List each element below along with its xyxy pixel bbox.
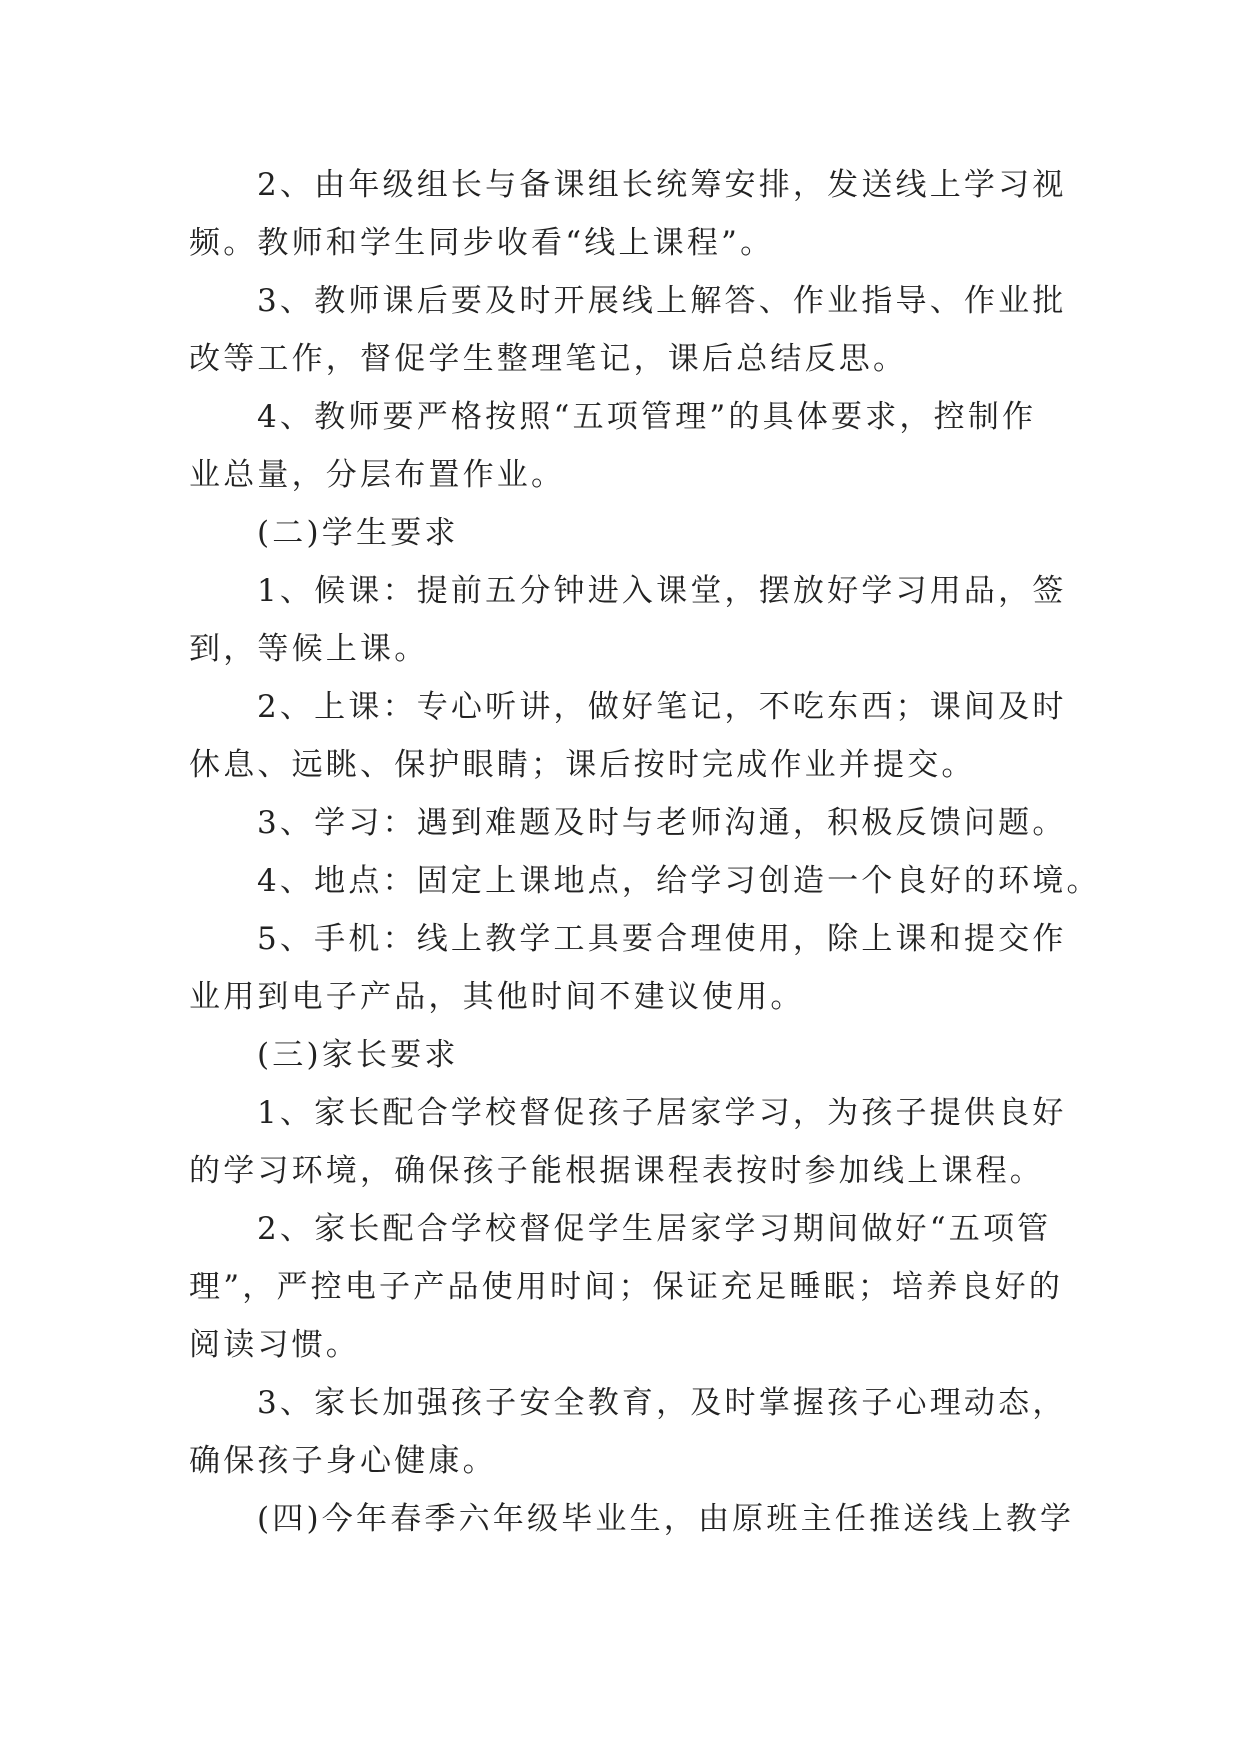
paragraph-student-2-line-2: 休息、远眺、保护眼睛；课后按时完成作业并提交。: [189, 747, 976, 783]
paragraph-teacher-3-line-2: 改等工作，督促学生整理笔记，课后总结反思。: [189, 341, 908, 377]
paragraph-teacher-3-line-1: 3、教师课后要及时开展线上解答、作业指导、作业批: [257, 283, 1067, 319]
paragraph-teacher-2-line-1: 2、由年级组长与备课组长统筹安排，发送线上学习视: [257, 167, 1067, 203]
paragraph-parent-3-line-1: 3、家长加强孩子安全教育，及时掌握孩子心理动态，: [257, 1385, 1067, 1421]
paragraph-student-5-line-2: 业用到电子产品，其他时间不建议使用。: [189, 979, 805, 1015]
section-heading-graduates: (四)今年春季六年级毕业生，由原班主任推送线上教学: [257, 1501, 1075, 1537]
paragraph-parent-2-line-2: 理”，严控电子产品使用时间；保证充足睡眠；培养良好的: [189, 1269, 1064, 1305]
section-heading-students: (二)学生要求: [257, 515, 459, 551]
paragraph-parent-2-line-1: 2、家长配合学校督促学生居家学习期间做好“五项管: [257, 1211, 1052, 1247]
paragraph-parent-1-line-1: 1、家长配合学校督促孩子居家学习，为孩子提供良好: [257, 1095, 1067, 1131]
paragraph-student-2-line-1: 2、上课：专心听讲，做好笔记，不吃东西；课间及时: [257, 689, 1067, 725]
paragraph-student-1-line-1: 1、候课：提前五分钟进入课堂，摆放好学习用品，签: [257, 573, 1067, 609]
paragraph-parent-3-line-2: 确保孩子身心健康。: [189, 1443, 497, 1479]
paragraph-student-4: 4、地点：固定上课地点，给学习创造一个良好的环境。: [257, 863, 1101, 899]
paragraph-teacher-4-line-1: 4、教师要严格按照“五项管理”的具体要求，控制作: [257, 399, 1037, 435]
paragraph-teacher-2-line-2: 频。教师和学生同步收看“线上课程”。: [189, 225, 775, 261]
paragraph-parent-2-line-3: 阅读习惯。: [189, 1327, 360, 1363]
paragraph-student-1-line-2: 到，等候上课。: [189, 631, 429, 667]
section-heading-parents: (三)家长要求: [257, 1037, 459, 1073]
paragraph-student-5-line-1: 5、手机：线上教学工具要合理使用，除上课和提交作: [257, 921, 1067, 957]
paragraph-parent-1-line-2: 的学习环境，确保孩子能根据课程表按时参加线上课程。: [189, 1153, 1044, 1189]
paragraph-student-3: 3、学习：遇到难题及时与老师沟通，积极反馈问题。: [257, 805, 1067, 841]
paragraph-teacher-4-line-2: 业总量，分层布置作业。: [189, 457, 566, 493]
